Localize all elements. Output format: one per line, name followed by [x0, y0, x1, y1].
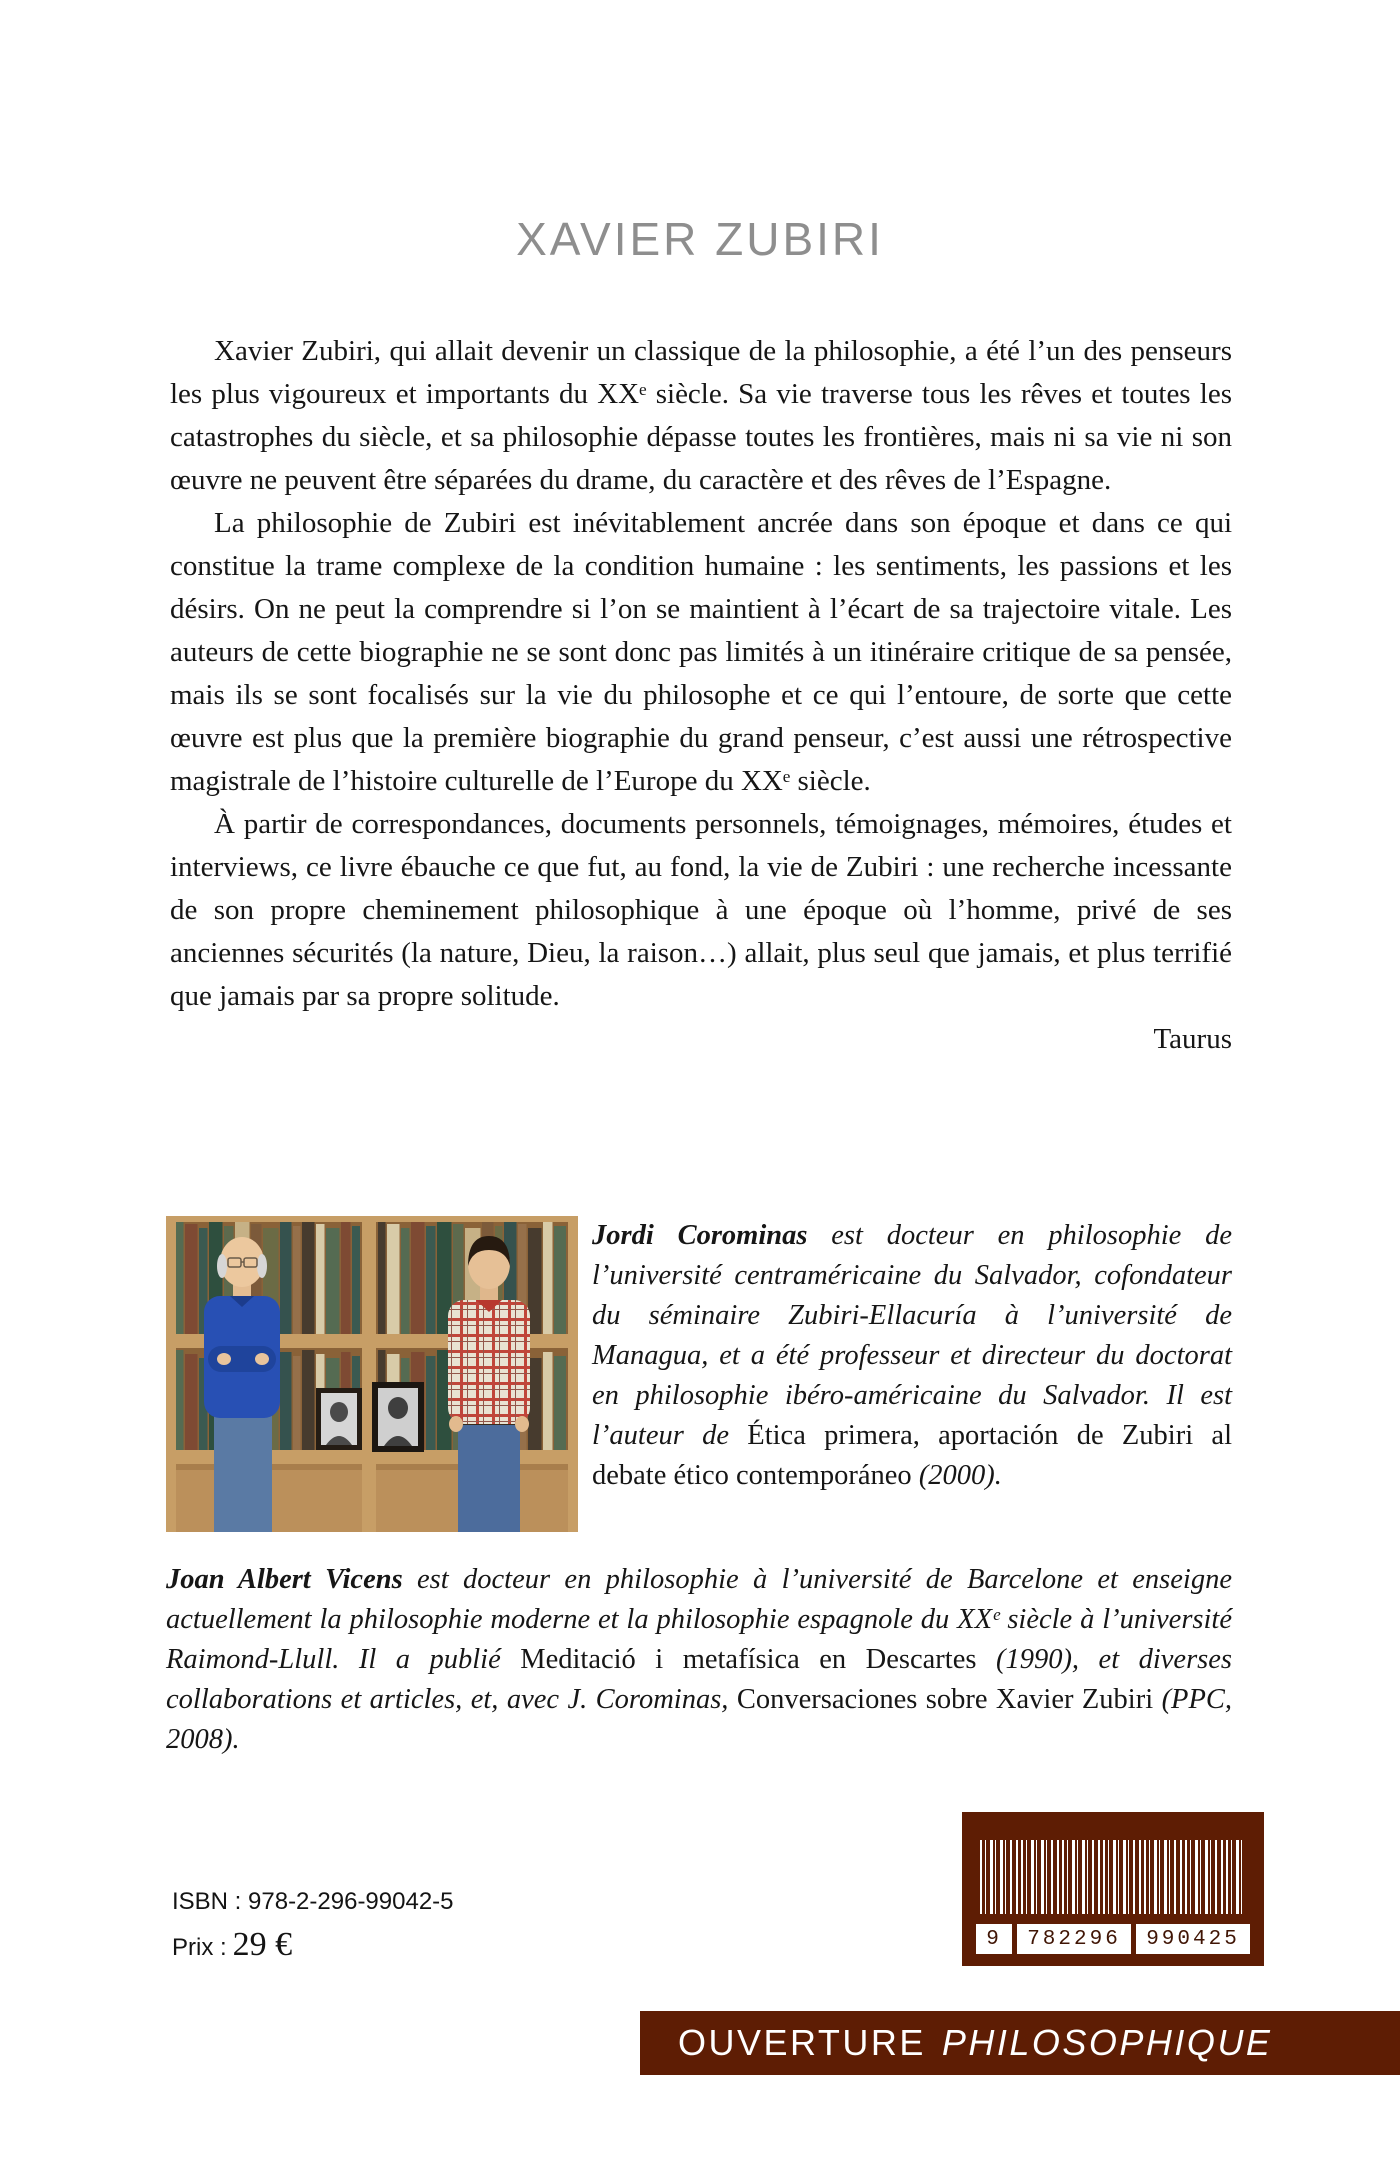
- synopsis-paragraph-2: La philosophie de Zubiri est inévitablement ancrée dans son époque et dans ce qui constitue la trame complexe de la condition humaine : les sentiments, les passions et les désirs. On ne peut la comprendre si l’on se maintient à l’écart de sa trajectoire vitale. Les auteurs de cette biographie ne se sont donc pas limités à un itinéraire critique de sa pensée, mais ils se sont focalisés sur la vie du philosophe et ce qui l’entoure, de sorte que cette œuvre est plus que la première biographie du grand penseur, c’est aussi une rétrospective magistrale de l’histoire culturelle de l’Europe du XXᵉ siècle.: [170, 507, 1232, 797]
- publisher-name: Taurus: [1153, 1023, 1232, 1055]
- collection-name-part-2: PHILOSOPHIQUE: [941, 2022, 1273, 2063]
- price-label: Prix :: [172, 1934, 227, 1961]
- barcode: [962, 1812, 1264, 1966]
- author-bio-jordi: Jordi Corominas est docteur en philosophie de l’université centraméricaine du Salvador, cofondateur du séminaire Zubiri-Ellacuría à l’université de Managua, et a été professeur et directeur du doctorat en philosophie ibéro-américaine du Salvador. Il est l’auteur de Ética primera, aportación de Zubiri al debate ético contemporáneo (2000).: [592, 1220, 1233, 1491]
- synopsis-paragraph-3: À partir de correspondances, documents personnels, témoignages, mémoires, études et interviews, ce livre ébauche ce que fut, au fond, la vie de Zubiri : une recherche incessante de son propre cheminement philosophique à une époque où l’homme, privé de ses anciennes sécurités (la nature, Dieu, la raison…) allait, plus seul que jamais, et plus terrifié que jamais par sa propre solitude.: [170, 808, 1232, 1012]
- authors-section: [166, 1216, 1232, 1760]
- price: [172, 1926, 292, 1964]
- barcode-bars: [980, 1840, 1246, 1914]
- author-bio-joan: Joan Albert Vicens est docteur en philosophie à l’université de Barcelone et enseigne actuellement la philosophie moderne et la philosophie espagnole du XXᵉ siècle à l’université Raimond-Llull. Il a publié Meditació i metafísica en Descartes (1990), et diverses collaborations et articles, et, avec J. Corominas, Conversaciones sobre Xavier Zubiri (PPC, 2008).: [166, 1564, 1233, 1755]
- synopsis: [170, 330, 1232, 1061]
- authors-photo: [166, 1216, 578, 1532]
- synopsis-paragraph-1: Xavier Zubiri, qui allait devenir un classique de la philosophie, a été l’un des penseurs les plus vigoureux et importants du XXᵉ siècle. Sa vie traverse tous les rêves et toutes les catastrophes du siècle, et sa philosophie dépasse toutes les frontières, mais ni sa vie ni son œuvre ne peuvent être séparées du drame, du caractère et des rêves de l’Espagne.: [170, 335, 1232, 496]
- book-title: XAVIER ZUBIRI: [516, 213, 884, 265]
- collection-banner: [640, 2011, 1400, 2075]
- barcode-digit-first: 9: [976, 1924, 1012, 1954]
- collection-name-part-1: OUVERTURE: [678, 2022, 926, 2063]
- isbn: ISBN : 978-2-296-99042-5: [172, 1888, 454, 1915]
- barcode-digit-group-2: 990425: [1136, 1924, 1250, 1954]
- barcode-digit-group-1: 782296: [1017, 1924, 1131, 1954]
- price-value: 29 €: [232, 1926, 293, 1963]
- barcode-digits: [976, 1924, 1250, 1954]
